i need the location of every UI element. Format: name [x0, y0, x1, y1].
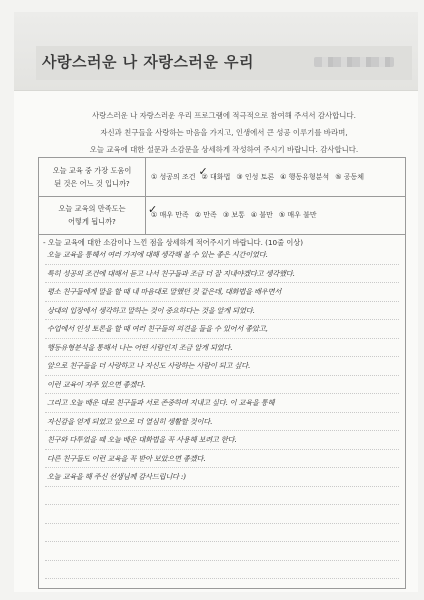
question-2-label — [39, 196, 146, 234]
handwritten-text: 오늘 교육을 해 주신 선생님께 감사드립니다 :) — [47, 472, 186, 481]
essay-line — [45, 376, 399, 395]
essay-line — [45, 450, 399, 469]
intro-line: 사랑스러운 나 자랑스러운 우리 프로그램에 적극적으로 참여해 주셔서 감사합니다. — [92, 111, 356, 120]
essay-line — [45, 431, 399, 450]
q1-option[interactable]: ③ 인성 토론 — [236, 173, 275, 181]
essay-prompt: - 오늘 교육에 대한 소감이나 느낀 점을 상세하게 적어주시기 바랍니다. (10줄 이상) — [43, 238, 304, 247]
handwritten-text: 이런 교육이 자주 있으면 좋겠다. — [47, 379, 146, 389]
essay-line — [45, 357, 399, 376]
question-2-row — [39, 196, 405, 235]
essay-line — [45, 265, 399, 284]
essay-line — [45, 413, 399, 432]
q1-option[interactable]: ① 성공의 조건 — [151, 173, 196, 181]
survey-box — [38, 157, 406, 589]
check-mark-icon: ✓ — [198, 165, 208, 178]
handwritten-text: 상대의 입장에서 생각하고 말하는 것이 중요하다는 것을 알게 되었다. — [47, 305, 255, 315]
q2-option[interactable]: ③ 보통 — [222, 211, 245, 219]
intro-line: 자신과 친구들을 사랑하는 마음을 가지고, 인생에서 큰 성공 이루기를 바라며, — [100, 128, 348, 137]
q2-option-checked[interactable]: ✓ ① 매우 만족 — [148, 203, 189, 219]
q1-option-checked[interactable]: ✓ ② 대화법 — [198, 165, 231, 181]
essay-line — [45, 524, 399, 543]
handwritten-text: 앞으로 친구들을 더 사랑하고 나 자신도 사랑하는 사람이 되고 싶다. — [47, 361, 250, 370]
question-1-row — [39, 158, 405, 197]
handwritten-text: 특히 성공의 조건에 대해서 듣고 나서 친구들과 조금 더 잘 지내야겠다고 생각했다. — [47, 268, 295, 278]
question-1-label — [39, 158, 146, 196]
question-1-line1: 오늘 교육 중 가장 도움이 — [52, 166, 132, 175]
essay-line — [45, 505, 399, 524]
redacted-logo — [314, 57, 394, 67]
question-2-options — [148, 196, 323, 234]
essay-line — [45, 246, 399, 265]
question-2-line2: 어떻게 됩니까? — [68, 217, 116, 226]
q2-option[interactable]: ② 만족 — [194, 211, 217, 219]
handwritten-text: 수업에서 인성 토론을 할 때 여러 친구들의 의견을 들을 수 있어서 좋았고, — [47, 324, 268, 333]
handwritten-text: 그리고 오늘 배운 대로 친구들과 서로 존중하며 지내고 싶다. 이 교육을 통해 — [47, 398, 275, 407]
check-mark-icon: ✓ — [148, 203, 158, 216]
essay-line — [45, 394, 399, 413]
question-1-options — [151, 158, 370, 196]
intro-line: 오늘 교육에 대한 설문과 소감문을 상세하게 작성하여 주시기 바랍니다. 감사합니다. — [89, 145, 359, 154]
question-1-line2: 된 것은 어느 것 입니까? — [54, 179, 130, 188]
handwritten-text: 친구와 다투었을 때 오늘 배운 대화법을 꼭 사용해 보려고 한다. — [47, 435, 237, 444]
survey-sheet — [14, 12, 418, 592]
q1-option[interactable]: ④ 행동유형분석 — [280, 173, 330, 181]
q2-option[interactable]: ④ 불만 — [250, 211, 273, 219]
q1-option[interactable]: ⑤ 공동체 — [335, 173, 364, 181]
essay-line — [45, 339, 399, 358]
handwritten-text: 다른 친구들도 이런 교육을 꼭 받아 보았으면 좋겠다. — [47, 453, 206, 463]
handwritten-text: 자신감을 얻게 되었고 앞으로 더 열심히 생활할 것이다. — [47, 416, 213, 426]
essay-line — [45, 283, 399, 302]
essay-line — [45, 542, 399, 561]
handwritten-text: 오늘 교육을 통해서 여러 가지에 대해 생각해 볼 수 있는 좋은 시간이었다. — [47, 250, 268, 259]
essay-line — [45, 320, 399, 339]
essay-line — [45, 302, 399, 321]
intro-text — [44, 107, 404, 158]
handwritten-text: 행동유형분석을 통해서 나는 어떤 사람인지 조금 알게 되었다. — [47, 342, 233, 352]
question-2-line1: 오늘 교육의 만족도는 — [58, 204, 126, 213]
essay-lines[interactable] — [45, 246, 399, 579]
q2-option[interactable]: ⑤ 매우 불만 — [278, 211, 317, 219]
header-band — [14, 12, 418, 91]
handwritten-text: 평소 친구들에게 말을 할 때 내 마음대로 말했던 것 같은데, 대화법을 배우면서 — [47, 287, 282, 296]
essay-line — [45, 487, 399, 506]
page-title: 사랑스러운 나 자랑스러운 우리 — [42, 53, 255, 71]
essay-line — [45, 561, 399, 580]
essay-line — [45, 468, 399, 487]
